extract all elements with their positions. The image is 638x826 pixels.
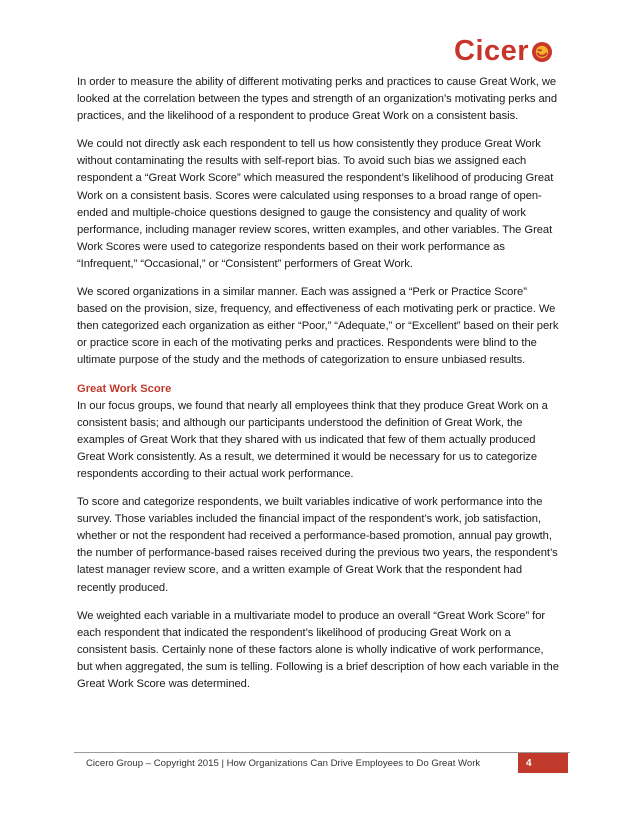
organization-scoring-paragraph: We scored organizations in a similar manner. Each was assigned a “Perk or Practice Score” based on the provision, size, frequency, and effectiveness of each motivating perk or practice. We then categorized each organization as either “Poor,” “Adequate,” or “Excellent” based on their perk or practice score in each of the motivating perks and practices. Respondents were blind to the ultimate purpose of the study and the methods of categorization to ensure unbiased results. [77,286,559,367]
focus-groups-paragraph: In our focus groups, we found that nearly all employees think that they produce Great Work on a consistent basis; and although our participants understood the definition of Great Work, the examples of Great Work that they shared with us indicated that few of them actually produced Great Work consistently. As a result, we determined it would be necessary for us to categorize respondents according to their actual work performance. [77,399,548,480]
weighting-paragraph: We weighted each variable in a multivariate model to produce an overall “Great Work Score” for each respondent that indicated the respondent’s likelihood of producing Great Work on a consistent basis. Certainly none of these factors alone is wholly indicative of work performance, but when aggregated, the sum is telling. Following is a brief description of how each variable in the Great Work Score was determined. [77,609,559,690]
variables-paragraph: To score and categorize respondents, we built variables indicative of work performance into the survey. Those variables included the financial impact of the respondent’s work, job satisfaction, whether or not the respondent had received a performance-based promotion, annual pay growth, the number of performance-based raises received during the previous two years, the respondent’s latest manager review score, and a written example of Great Work that the respondent had recently produced. [77,496,558,594]
self-report-paragraph: We could not directly ask each respondent to tell us how consistently they produce Great Work without contaminating the results with self-report bias. To avoid such bias we assigned each respondent a “Great Work Score” which measured the respondent’s likelihood of producing Great Work on a consistent basis. Scores were calculated using responses to a broad range of open-ended and multiple-choice questions designed to gauge the consistency and quality of work performance, including manager review scores, written examples, and other variables. The Great Work Scores were used to categorize respondents based on their work performance as “Infrequent,” “Occasional,” or “Consistent” performers of Great Work. [77,138,554,270]
page-footer [74,753,570,773]
footer-text: Cicero Group – Copyright 2015 | How Organizations Can Drive Employees to Do Great Work [86,757,481,769]
logo-o-icon [530,40,554,64]
cicero-logo [454,35,554,67]
page-number: 4 [518,753,568,773]
intro-paragraph: In order to measure the ability of different motivating perks and practices to cause Great Work, we looked at the correlation between the types and strength of an organization’s motivating perks and practices, and the likelihood of a respondent to produce Great Work on a consistent basis. [77,76,557,123]
document-body [77,74,559,704]
section-heading: Great Work Score [77,382,172,395]
logo-wordmark: Cicer [454,34,530,67]
